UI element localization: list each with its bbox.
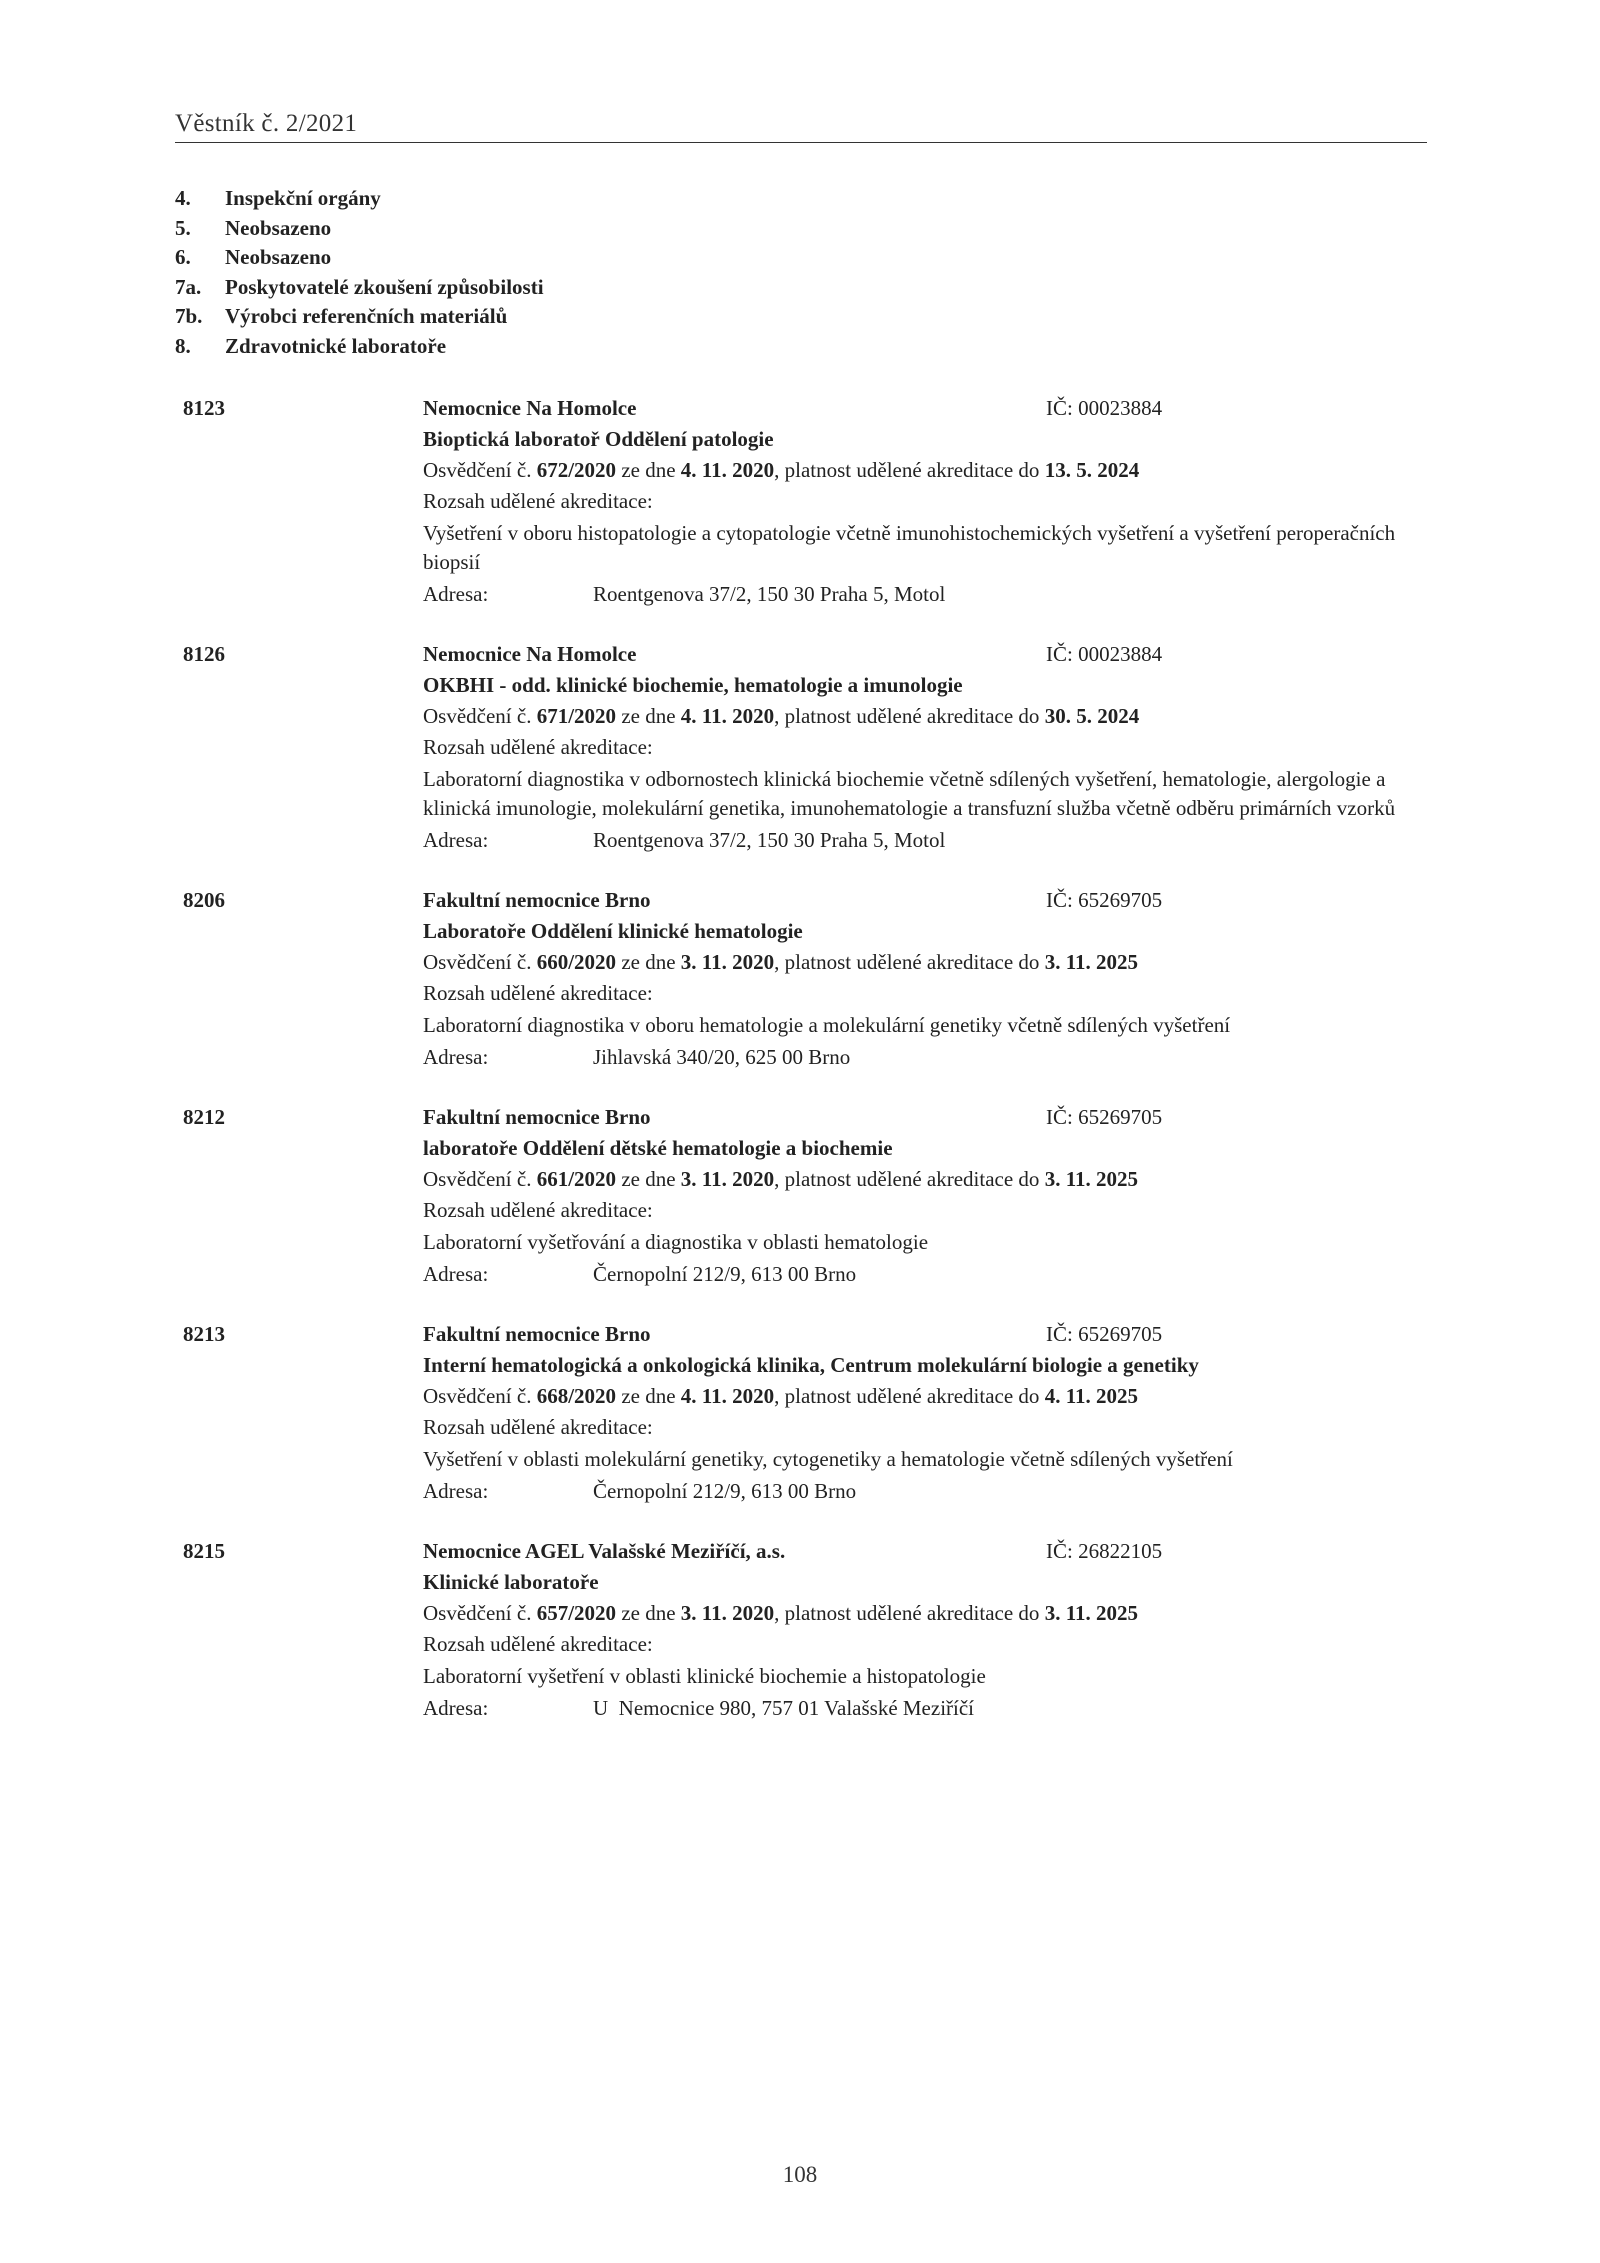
section-label: Neobsazeno bbox=[225, 245, 332, 270]
scope-text: Vyšetření v oboru histopatologie a cytopatologie včetně imunohistochemických vyšetření a vyšetření peroperačních biopsií bbox=[423, 521, 1396, 574]
certificate-number: 661/2020 bbox=[536, 1167, 617, 1191]
laboratory-name: Klinické laboratoře bbox=[423, 1570, 599, 1594]
section-item bbox=[175, 302, 544, 332]
certificate-number: 668/2020 bbox=[536, 1384, 617, 1408]
certificate-date: 4. 11. 2020 bbox=[680, 458, 775, 482]
certificate-date: 4. 11. 2020 bbox=[680, 1384, 775, 1408]
certificate-prefix: Osvědčení č. bbox=[423, 704, 537, 728]
entry-header-row bbox=[423, 393, 1433, 424]
certificate-line bbox=[423, 1164, 1433, 1195]
address-value: Černopolní 212/9, 613 00 Brno bbox=[593, 1479, 857, 1503]
certificate-prefix: Osvědčení č. bbox=[423, 1167, 537, 1191]
certificate-prefix: Osvědčení č. bbox=[423, 458, 537, 482]
address-row bbox=[423, 825, 1433, 856]
section-label: Zdravotnické laboratoře bbox=[225, 333, 447, 358]
scope-label: Rozsah udělené akreditace: bbox=[423, 735, 653, 759]
laboratory-entry bbox=[183, 1319, 1433, 1507]
certificate-number: 657/2020 bbox=[536, 1601, 617, 1625]
section-number: 4. bbox=[175, 186, 191, 211]
section-item bbox=[175, 243, 544, 273]
valid-to-date: 13. 5. 2024 bbox=[1044, 458, 1140, 482]
scope-label: Rozsah udělené akreditace: bbox=[423, 1415, 653, 1439]
address-value: U Nemocnice 980, 757 01 Valašské Meziříčí bbox=[593, 1696, 975, 1720]
laboratory-entry bbox=[183, 1536, 1433, 1724]
certificate-date-label: ze dne bbox=[616, 458, 681, 482]
entry-header-row bbox=[423, 1319, 1433, 1350]
address-value: Roentgenova 37/2, 150 30 Praha 5, Motol bbox=[593, 582, 946, 606]
company-id: IČ: 00023884 bbox=[1046, 396, 1163, 420]
laboratory-name: Interní hematologická a onkologická klinika, Centrum molekulární biologie a genetiky bbox=[423, 1353, 1199, 1377]
laboratory-list bbox=[183, 393, 1433, 1753]
address-row bbox=[423, 1259, 1433, 1290]
certificate-date-label: ze dne bbox=[616, 1167, 681, 1191]
company-id: IČ: 65269705 bbox=[1046, 1322, 1163, 1346]
certificate-number: 660/2020 bbox=[536, 950, 617, 974]
section-number: 7b. bbox=[175, 304, 203, 329]
section-item bbox=[175, 332, 544, 362]
certificate-number: 671/2020 bbox=[536, 704, 617, 728]
organization-name: Nemocnice AGEL Valašské Meziříčí, a.s. bbox=[423, 1539, 786, 1563]
validity-label: , platnost udělené akreditace do bbox=[774, 1167, 1045, 1191]
section-label: Poskytovatelé zkoušení způsobilosti bbox=[225, 274, 544, 299]
address-value: Jihlavská 340/20, 625 00 Brno bbox=[593, 1045, 851, 1069]
entry-number: 8126 bbox=[183, 642, 225, 666]
company-id: IČ: 65269705 bbox=[1046, 1105, 1163, 1129]
certificate-date-label: ze dne bbox=[616, 1601, 681, 1625]
certificate-line bbox=[423, 701, 1433, 732]
valid-to-date: 3. 11. 2025 bbox=[1044, 950, 1139, 974]
certificate-prefix: Osvědčení č. bbox=[423, 1384, 537, 1408]
certificate-number: 672/2020 bbox=[536, 458, 617, 482]
valid-to-date: 3. 11. 2025 bbox=[1044, 1167, 1139, 1191]
page-number: 108 bbox=[782, 2162, 818, 2187]
section-label: Neobsazeno bbox=[225, 215, 332, 240]
entry-number: 8123 bbox=[183, 396, 225, 420]
section-number: 5. bbox=[175, 215, 191, 240]
section-number: 6. bbox=[175, 245, 191, 270]
section-item bbox=[175, 214, 544, 244]
certificate-line bbox=[423, 947, 1433, 978]
certificate-date-label: ze dne bbox=[616, 704, 681, 728]
entry-number: 8212 bbox=[183, 1105, 225, 1129]
address-row bbox=[423, 1693, 1433, 1724]
section-item bbox=[175, 184, 544, 214]
journal-title: Věstník č. 2/2021 bbox=[175, 110, 358, 137]
address-value: Roentgenova 37/2, 150 30 Praha 5, Motol bbox=[593, 828, 946, 852]
scope-label: Rozsah udělené akreditace: bbox=[423, 1632, 653, 1656]
address-row bbox=[423, 1042, 1433, 1073]
validity-label: , platnost udělené akreditace do bbox=[774, 1384, 1045, 1408]
address-value: Černopolní 212/9, 613 00 Brno bbox=[593, 1262, 857, 1286]
section-label: Inspekční orgány bbox=[225, 186, 381, 211]
scope-text: Laboratorní diagnostika v odbornostech klinická biochemie včetně sdílených vyšetření, hematologie, alergologie a klinická imunologie, molekulární genetika, imunohematologie a transfuzní služba včetně odběru primárních vzorků bbox=[423, 767, 1396, 820]
laboratory-name: OKBHI - odd. klinické biochemie, hematologie a imunologie bbox=[423, 673, 963, 697]
entry-number: 8215 bbox=[183, 1539, 225, 1563]
certificate-date-label: ze dne bbox=[616, 1384, 681, 1408]
organization-name: Nemocnice Na Homolce bbox=[423, 642, 637, 666]
scope-text: Vyšetření v oblasti molekulární genetiky, cytogenetiky a hematologie včetně sdílených vyšetření bbox=[423, 1447, 1233, 1471]
laboratory-name: Laboratoře Oddělení klinické hematologie bbox=[423, 919, 803, 943]
certificate-line bbox=[423, 1381, 1433, 1412]
entry-number: 8206 bbox=[183, 888, 225, 912]
scope-label: Rozsah udělené akreditace: bbox=[423, 1198, 653, 1222]
entry-body bbox=[423, 885, 1433, 1073]
section-list bbox=[175, 184, 544, 361]
scope-text: Laboratorní vyšetřování a diagnostika v oblasti hematologie bbox=[423, 1230, 929, 1254]
certificate-date: 3. 11. 2020 bbox=[680, 950, 775, 974]
address-label: Adresa: bbox=[423, 1045, 489, 1069]
validity-label: , platnost udělené akreditace do bbox=[774, 458, 1045, 482]
entry-header-row bbox=[423, 639, 1433, 670]
certificate-prefix: Osvědčení č. bbox=[423, 1601, 537, 1625]
section-number: 7a. bbox=[175, 274, 202, 299]
entry-body bbox=[423, 1319, 1433, 1507]
valid-to-date: 30. 5. 2024 bbox=[1044, 704, 1140, 728]
valid-to-date: 4. 11. 2025 bbox=[1044, 1384, 1139, 1408]
section-label: Výrobci referenčních materiálů bbox=[225, 304, 508, 329]
company-id: IČ: 00023884 bbox=[1046, 642, 1163, 666]
entry-header-row bbox=[423, 1536, 1433, 1567]
address-label: Adresa: bbox=[423, 1262, 489, 1286]
scope-text: Laboratorní vyšetření v oblasti klinické biochemie a histopatologie bbox=[423, 1664, 986, 1688]
validity-label: , platnost udělené akreditace do bbox=[774, 950, 1045, 974]
certificate-prefix: Osvědčení č. bbox=[423, 950, 537, 974]
certificate-date: 4. 11. 2020 bbox=[680, 704, 775, 728]
company-id: IČ: 65269705 bbox=[1046, 888, 1163, 912]
laboratory-name: Bioptická laboratoř Oddělení patologie bbox=[423, 427, 774, 451]
certificate-date: 3. 11. 2020 bbox=[680, 1601, 775, 1625]
validity-label: , platnost udělené akreditace do bbox=[774, 704, 1045, 728]
address-label: Adresa: bbox=[423, 1696, 489, 1720]
entry-body bbox=[423, 1536, 1433, 1724]
entry-body bbox=[423, 393, 1433, 610]
address-label: Adresa: bbox=[423, 1479, 489, 1503]
address-label: Adresa: bbox=[423, 582, 489, 606]
entry-header-row bbox=[423, 885, 1433, 916]
page-header bbox=[175, 110, 1427, 143]
organization-name: Fakultní nemocnice Brno bbox=[423, 1105, 651, 1129]
entry-body bbox=[423, 1102, 1433, 1290]
organization-name: Fakultní nemocnice Brno bbox=[423, 1322, 651, 1346]
scope-label: Rozsah udělené akreditace: bbox=[423, 489, 653, 513]
address-row bbox=[423, 579, 1433, 610]
entry-body bbox=[423, 639, 1433, 856]
certificate-line bbox=[423, 1598, 1433, 1629]
certificate-date-label: ze dne bbox=[616, 950, 681, 974]
valid-to-date: 3. 11. 2025 bbox=[1044, 1601, 1139, 1625]
organization-name: Fakultní nemocnice Brno bbox=[423, 888, 651, 912]
entry-number: 8213 bbox=[183, 1322, 225, 1346]
certificate-date: 3. 11. 2020 bbox=[680, 1167, 775, 1191]
scope-label: Rozsah udělené akreditace: bbox=[423, 981, 653, 1005]
certificate-line bbox=[423, 455, 1433, 486]
section-number: 8. bbox=[175, 333, 191, 358]
section-item bbox=[175, 273, 544, 303]
laboratory-name: laboratoře Oddělení dětské hematologie a biochemie bbox=[423, 1136, 893, 1160]
laboratory-entry bbox=[183, 639, 1433, 856]
organization-name: Nemocnice Na Homolce bbox=[423, 396, 637, 420]
address-label: Adresa: bbox=[423, 828, 489, 852]
laboratory-entry bbox=[183, 885, 1433, 1073]
scope-text: Laboratorní diagnostika v oboru hematologie a molekulární genetiky včetně sdílených vyšetření bbox=[423, 1013, 1231, 1037]
address-row bbox=[423, 1476, 1433, 1507]
validity-label: , platnost udělené akreditace do bbox=[774, 1601, 1045, 1625]
entry-header-row bbox=[423, 1102, 1433, 1133]
company-id: IČ: 26822105 bbox=[1046, 1539, 1163, 1563]
laboratory-entry bbox=[183, 393, 1433, 610]
laboratory-entry bbox=[183, 1102, 1433, 1290]
